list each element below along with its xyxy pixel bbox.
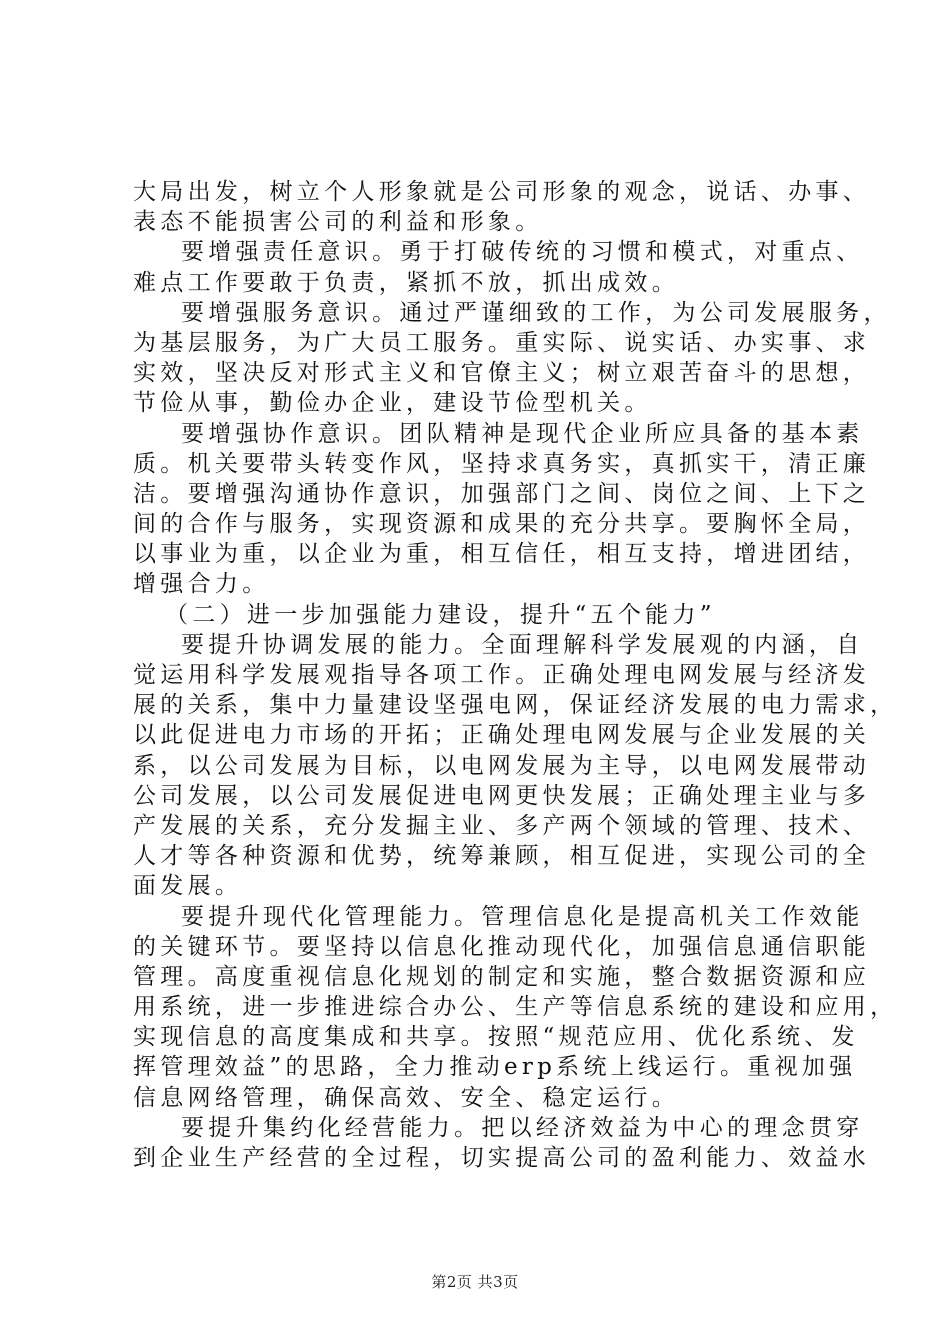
text-line: 质。机关要带头转变作风，坚持求真务实，真抓实干，清正廉 (133, 450, 871, 477)
section-heading: （二）进一步加强能力建设，提升“五个能力” (165, 601, 716, 628)
text-line: 表态不能损害公司的利益和形象。 (133, 209, 543, 236)
text-line: 面发展。 (133, 873, 243, 900)
text-line: 大局出发，树立个人形象就是公司形象的观念，说话、办事、 (133, 179, 871, 205)
text-line: 信息网络管理，确保高效、安全、稳定运行。 (133, 1084, 679, 1111)
text-line: 觉运用科学发展观指导各项工作。正确处理电网发展与经济发 (133, 662, 871, 688)
document-body (133, 177, 898, 1173)
text-line: 要增强服务意识。通过严谨细致的工作，为公司发展服务， (181, 299, 891, 326)
text-line: 难点工作要敢于负责，紧抓不放，抓出成效。 (133, 269, 679, 296)
text-line: 的关键环节。要坚持以信息化推动现代化，加强信息通信职能 (133, 933, 871, 960)
text-line: 间的合作与服务，实现资源和成果的充分共享。要胸怀全局， (133, 511, 871, 538)
text-line: 节俭从事，勤俭办企业，建设节俭型机关。 (133, 390, 652, 417)
text-line: 要增强责任意识。勇于打破传统的习惯和模式，对重点、 (181, 239, 864, 266)
text-line: 管理。高度重视信息化规划的制定和实施，整合数据资源和应 (133, 963, 871, 990)
text-line: 以此促进电力市场的开拓；正确处理电网发展与企业发展的关 (133, 722, 871, 749)
text-line: 用系统，进一步推进综合办公、生产等信息系统的建设和应用， (133, 994, 898, 1021)
text-line: 要提升现代化管理能力。管理信息化是提高机关工作效能 (181, 903, 864, 930)
text-line: 产发展的关系，充分发掘主业、多产两个领域的管理、技术、 (133, 812, 871, 839)
text-line: 系，以公司发展为目标，以电网发展为主导，以电网发展带动 (133, 752, 871, 779)
text-line: 要增强协作意识。团队精神是现代企业所应具备的基本素 (181, 420, 864, 447)
text-line: 以事业为重，以企业为重，相互信任，相互支持，增进团结， (133, 541, 871, 568)
text-line: 洁。要增强沟通协作意识，加强部门之间、岗位之间、上下之 (133, 480, 871, 507)
text-line: 增强合力。 (133, 571, 270, 598)
text-line: 人才等各种资源和优势，统筹兼顾，相互促进，实现公司的全 (133, 843, 871, 870)
text-line: 要提升协调发展的能力。全面理解科学发展观的内涵，自 (181, 631, 864, 658)
text-line: 公司发展，以公司发展促进电网更快发展；正确处理主业与多 (133, 782, 871, 809)
text-line: 挥管理效益”的思路，全力推动erp系统上线运行。重视加强 (133, 1054, 857, 1081)
text-line: 实效，坚决反对形式主义和官僚主义；树立艰苦奋斗的思想， (133, 360, 871, 387)
text-line: 为基层服务，为广大员工服务。重实际、说实话、办实事、求 (133, 329, 871, 356)
text-line: 要提升集约化经营能力。把以经济效益为中心的理念贯穿 (181, 1114, 864, 1141)
text-line: 到企业生产经营的全过程，切实提高公司的盈利能力、效益水 (133, 1145, 871, 1171)
page-footer: 第2页 共3页 (431, 1273, 519, 1291)
text-line: 展的关系，集中力量建设坚强电网，保证经济发展的电力需求， (133, 692, 898, 719)
text-line: 实现信息的高度集成和共享。按照“规范应用、优化系统、发 (133, 1024, 859, 1051)
